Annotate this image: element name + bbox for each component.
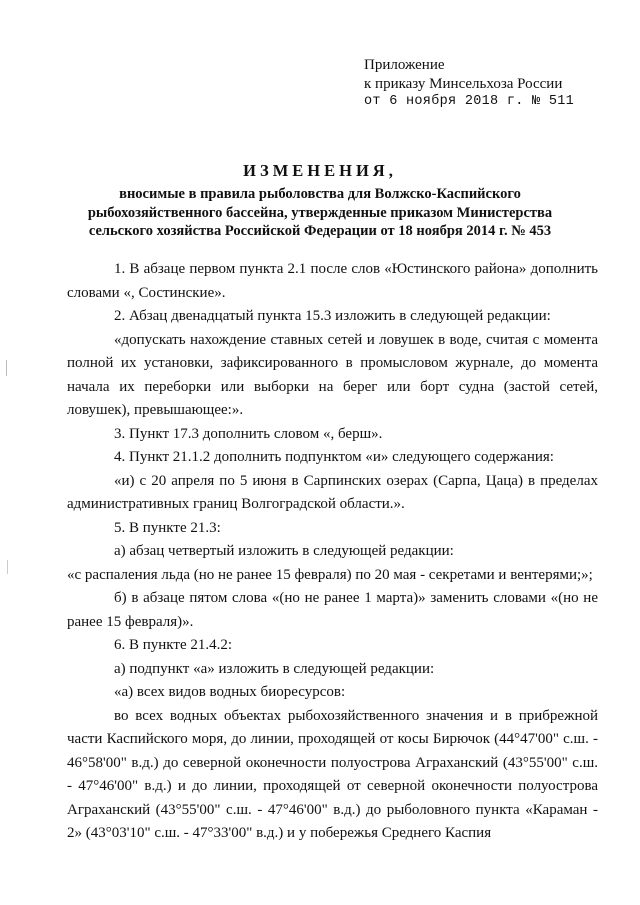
paragraph: б) в абзаце пятом слова «(но не ранее 1 марта)» заменить словами «(но не ранее 15 февраля)». bbox=[67, 590, 598, 630]
paragraph: во всех водных объектах рыбохозяйственного значения и в прибрежной части Каспийского моря, до линии, проходящей от косы Бирючок (44°47'00" с.ш. - 46°58'00" в.д.) до северной оконечности полуострова Аграханский (43°55'00" с.ш. - 47°46'00" в.д.) и до линии, проходящей от северной оконечности полуострова Аграханский (43°55'00" с.ш. - 47°46'00" в.д.) до рыболовного пункта «Караман - 2» (43°03'10" с.ш. - 47°33'00" в.д.) и у побережья Среднего Каспия bbox=[67, 707, 598, 841]
paragraph: «а) всех видов водных биоресурсов: bbox=[114, 684, 346, 700]
paragraph: 5. В пункте 21.3: bbox=[114, 519, 221, 536]
scan-edge-mark bbox=[7, 560, 8, 574]
appendix-order-ref: к приказу Минсельхоза России bbox=[364, 75, 563, 92]
appendix-label: Приложение bbox=[364, 57, 445, 73]
paragraph: 3. Пункт 17.3 дополнить словом «, берш». bbox=[114, 425, 383, 442]
document-title-block bbox=[60, 160, 580, 241]
document-subtitle: вносимые в правила рыболовства для Волжско-Каспийского рыбохозяйственного бассейна, утвержденные приказом Министерства сельского хозяйства Российской Федерации от 18 ноября 2014 г. № 453 bbox=[87, 186, 553, 239]
paragraph: «с распаления льда (но не ранее 15 февраля) по 20 мая - секретами и вентерями;»; bbox=[67, 566, 593, 583]
paragraph: а) абзац четвертый изложить в следующей редакции: bbox=[114, 543, 454, 559]
paragraph: 1. В абзаце первом пункта 2.1 после слов «Юстинского района» дополнить словами «, Состинские». bbox=[67, 261, 598, 301]
paragraph: «допускать нахождение ставных сетей и ловушек в воде, считая с момента полной их установки, зафиксированного в промысловом журнале, до момента начала их переборки или выборки на берег или борт судна (застой сетей, ловушек), превышающее:». bbox=[67, 331, 598, 418]
paragraph: 2. Абзац двенадцатый пункта 15.3 изложить в следующей редакции: bbox=[114, 308, 551, 324]
paragraph: 4. Пункт 21.1.2 дополнить подпунктом «и» следующего содержания: bbox=[114, 449, 554, 465]
document-title: ИЗМЕНЕНИЯ, bbox=[243, 161, 397, 180]
appendix-order-date: от 6 ноября 2018 г. № 511 bbox=[364, 94, 575, 109]
scan-edge-mark bbox=[6, 360, 7, 376]
paragraph: а) подпункт «а» изложить в следующей редакции: bbox=[114, 660, 435, 677]
paragraph: «и) с 20 апреля по 5 июня в Сарпинских озерах (Сарпа, Цаца) в пределах административных границ Волгоградской области.». bbox=[67, 472, 598, 512]
appendix-header bbox=[364, 56, 624, 112]
paragraph: 6. В пункте 21.4.2: bbox=[114, 637, 233, 653]
document-body bbox=[67, 258, 598, 846]
